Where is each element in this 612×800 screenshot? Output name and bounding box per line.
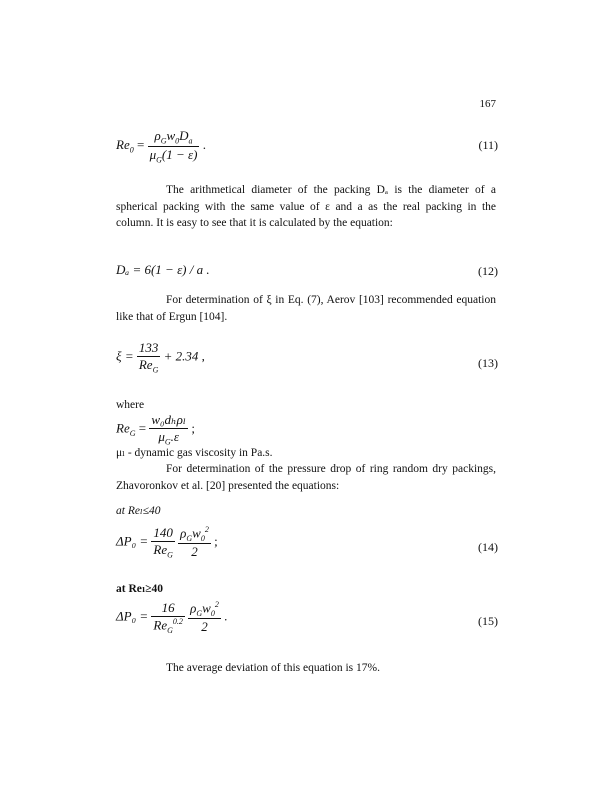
equation-15-number: (15): [478, 614, 498, 628]
equation-14-fraction-1: $\frac{140}{Re_G}$: [153, 525, 173, 560]
condition-eq14: at Reₗ≤40: [116, 505, 161, 517]
paragraph-aerov: For determination of ξ in Eq. (7), Aerov [103] recommended equation like that of Ergun [104].: [116, 294, 496, 323]
equation-13: ξ = $\frac{133}{Re_G}$ + 2.34 ,: [116, 340, 205, 375]
equation-14-fraction-2: $\frac{\rho_Gw_0^2}{2}$: [180, 525, 209, 559]
equation-12-number: (12): [478, 264, 498, 278]
equation-14: ΔP₀ = $\frac{140}{Re_G}$ $\frac{\rho_Gw_0^2}{2}$ ;: [116, 525, 218, 560]
reynolds-definition-fraction: $\frac{\text{w₀dₕρₗ}}{\mu_G.\varepsilon}$: [151, 412, 187, 447]
equation-reynolds-definition: $Re_G$ = $\frac{\text{w₀dₕρₗ}}{\mu_G.\varepsilon}$ ;: [116, 412, 195, 447]
equation-15: ΔP₀ = $\frac{16}{Re_G^{0.2}}$ $\frac{\rho_Gw_0^2}{2}$ .: [116, 600, 228, 635]
equation-15-fraction-2: $\frac{\rho_Gw_0^2}{2}$: [190, 600, 219, 634]
equation-11: $Re_0$ = $\frac{\rho_Gw_0D_a}{\mu_G(1 - \varepsilon)}$ .: [116, 128, 206, 165]
equation-13-fraction: $\frac{133}{Re_G}$: [138, 340, 159, 375]
equation-14-number: (14): [478, 540, 498, 554]
page-number: 167: [479, 98, 496, 110]
paragraph-zhavoronkov: For determination of the pressure drop of ring random dry packings, Zhavoronkov et al. [20] presented the equations:: [116, 463, 496, 492]
equation-11-fraction: $\frac{\rho_Gw_0D_a}{\mu_G(1 - \varepsilon)}$: [149, 128, 198, 165]
equation-11-number: (11): [478, 138, 498, 152]
mu-definition: μₗ - dynamic gas viscosity in Pa.s.: [116, 447, 273, 459]
closing-sentence: The average deviation of this equation is 17%.: [166, 662, 380, 674]
where-label: where: [116, 399, 145, 411]
equation-13-number: (13): [478, 356, 498, 370]
equation-12: Dₐ = 6(1 − ε) / a .: [116, 262, 210, 277]
equation-15-fraction-1: $\frac{16}{Re_G^{0.2}}$: [153, 600, 183, 635]
paragraph-arithmetical-diameter: The arithmetical diameter of the packing Dₐ is the diameter of a spherical packing with the same value of ε and a as the real packing in the column. It is easy to see that it is calculated by the equation:: [116, 184, 496, 229]
condition-eq15: at Reₗ≥40: [116, 583, 164, 595]
